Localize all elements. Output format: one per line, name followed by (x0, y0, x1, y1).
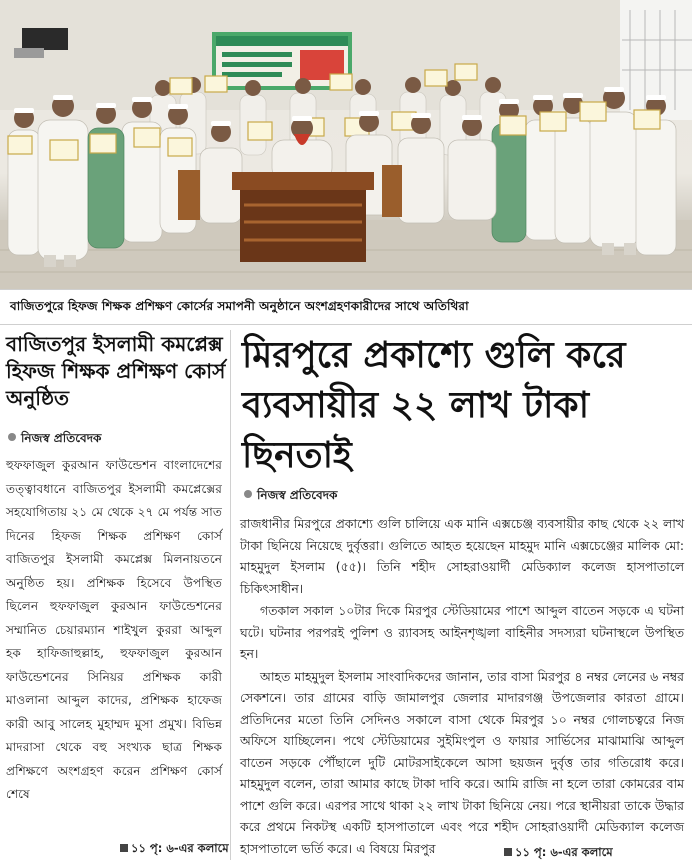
left-headline: বাজিতপুর ইসলামী কমপ্লেক্স হিফজ শিক্ষক প্রশিক্ষণ কোর্স অনুষ্ঠিত (6, 332, 226, 410)
left-byline-text: নিজস্ব প্রতিবেদক (21, 431, 102, 445)
right-byline (244, 487, 337, 507)
paragraph: গতকাল সকাল ১০টার দিকে মিরপুর স্টেডিয়ামের পাশে আব্দুল বাতেন সড়কে এ ঘটনা ঘটে। ঘটনার পরপরই পুলিশ ও র‍্যাবসহ আইনশৃঙ্খলা বাহিনীর সদস্যরা ঘটনাস্থলে উপস্থিত হন। (240, 603, 684, 661)
square-icon (504, 848, 512, 856)
photo-scene (0, 0, 692, 290)
left-jump-text: ১১ পৃ: ৬-এর কলামে (131, 841, 229, 855)
left-jump (120, 840, 229, 859)
right-jump (504, 844, 613, 863)
news-photo (0, 0, 692, 290)
right-byline-text: নিজস্ব প্রতিবেদক (257, 488, 338, 502)
square-icon (120, 844, 128, 852)
right-article (236, 327, 688, 868)
left-byline (8, 430, 101, 450)
bullet-icon (244, 490, 252, 498)
bullet-icon (8, 433, 16, 441)
paragraph: আহত মাহমুদুল ইসলাম সাংবাদিকদের জানান, তার বাসা মিরপুর ৪ নম্বর লেনের ৬ নম্বর সেকশনে। তার গ্রামের বাড়ি জামালপুর জেলার মাদারগঞ্জ উপজেলার কারতা গ্রামে। প্রতিদিনের মতো তিনি সেদিনও সকালে বাসা থেকে মিরপুর ১০ নম্বর গোলচত্বরে নিজ অফিসে যাচ্ছিলেন। পথে স্টেডিয়ামের সুইমিংপুল ও ফায়ার সার্ভিসের মাঝামাঝি আব্দুল বাতেন সড়কে পৌঁছালে দুটি মোটরসাইকেলে আসা ছয়জন দুর্বৃত্ত তার গতিরোধ করে। মাহমুদুল বলেন, তারা আমার কাছে টাকা দাবি করে। আমি রাজি না হলে তারা কোমরের বাম পাশে গুলি করে। এরপর সাথে থাকা ২২ লাখ টাকা ছিনিয়ে নেয়। পরে স্থানীয়রা তাকে উদ্ধার করে প্রথমে নিকটস্থ একটি হাসপাতালে এবং পরে শহীদ সোহরাওয়ার্দী মেডিক্যাল কলেজ হাসপাতালে ভর্তি করে। এ বিষয়ে মিরপুর (240, 668, 684, 856)
right-headline: মিরপুরে প্রকাশ্যে গুলি করে ব্যবসায়ীর ২২ লাখ টাকা ছিনতাই (242, 335, 626, 476)
right-body (240, 513, 684, 860)
table-top (232, 172, 374, 190)
right-jump-text: ১১ পৃ: ৬-এর কলামে (515, 845, 613, 859)
photo-caption: বাজিতপুরে হিফজ শিক্ষক প্রশিক্ষণ কোর্সের সমাপনী অনুষ্ঠানে অংশগ্রহণকারীদের সাথে অতিথিরা (0, 291, 692, 325)
left-article (0, 327, 228, 868)
column-divider (230, 330, 231, 860)
paragraph: রাজধানীর মিরপুরে প্রকাশ্যে গুলি চালিয়ে এক মানি এক্সচেঞ্জ ব্যবসায়ীর কাছ থেকে ২২ লাখ টাকা ছিনিয়ে নিয়েছে দুর্বৃত্তরা। গুলিতে আহত হয়েছেন মাহমুদ মানি এক্সচেঞ্জের মালিক মো: মাহমুদুল ইসলাম (৫৫)। তিনি শহীদ সোহরাওয়ার্দী মেডিক্যাল কলেজ হাসপাতালে চিকিৎসাধীন। (240, 516, 684, 596)
left-body: হুফফাজুল কুরআন ফাউন্ডেশন বাংলাদেশের তত্ত্বাবধানে বাজিতপুর ইসলামী কমপ্লেক্সের সহযোগিতায় ২১ মে থেকে ২৭ মে পর্যন্ত সাত দিনের হিফজ শিক্ষক প্রশিক্ষণ কোর্স বাজিতপুর ইসলামী কমপ্লেক্স মিলনায়তনে অনুষ্ঠিত হয়। প্রশিক্ষক হিসেবে উপস্থিত ছিলেন হুফফাজুল কুরআন ফাউন্ডেশনের সম্মানিত চেয়ারম্যান শাইখুল কুররা আব্দুল হক হাফিজাহুল্লাহ, হুফফাজুল কুরআন ফাউন্ডেশনের সিনিয়র প্রশিক্ষক কারী মাওলানা আব্দুল কাদের, প্রশিক্ষক হাফেজ কারী আবু সালেহ মুহাম্মদ মুসা প্রমুখ। বিভিন্ন মাদরাসা থেকে বহু সংখ্যক ছাত্র শিক্ষক প্রশিক্ষণে অংশগ্রহণ করেন প্রশিক্ষণ কোর্স শেষে (6, 458, 222, 801)
